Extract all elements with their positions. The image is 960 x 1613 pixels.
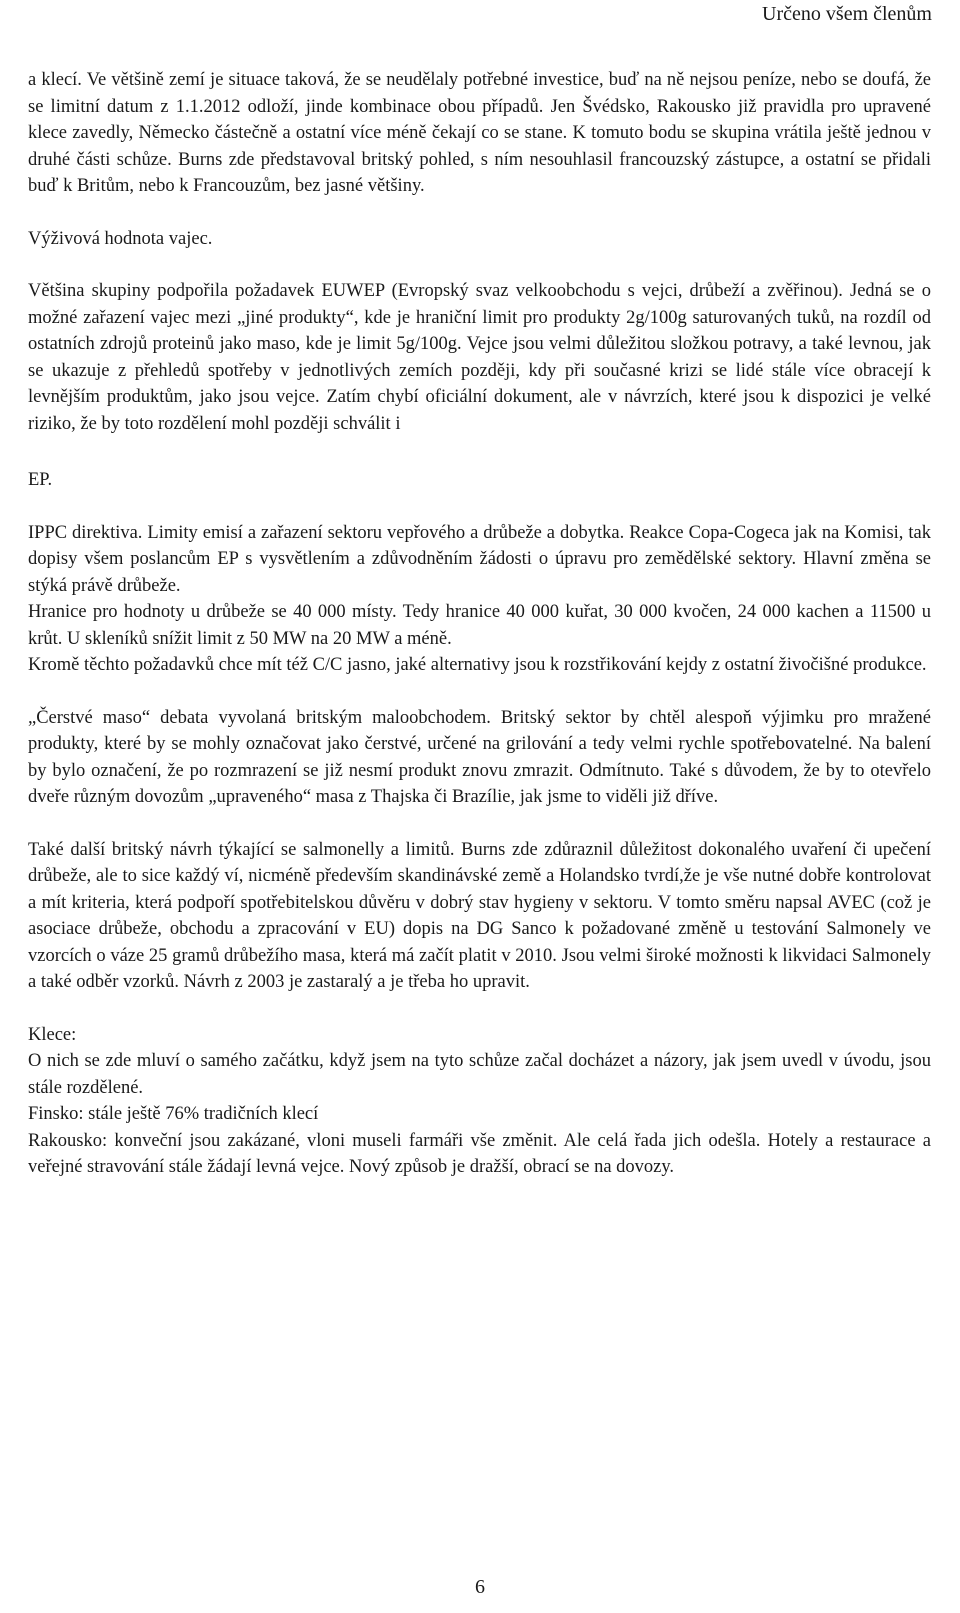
paragraph-fresh-meat: „Čerstvé maso“ debata vyvolaná britským maloobchodem. Britský sektor by chtěl alespoň výjimku pro mražené produkty, které by se mohly označovat jako čerstvé, určené na grilování a tedy velmi rychle spotřebovatelné. Na balení by bylo označení, že po rozmrazení se již nesmí produkt znovu zmrazit. Odmítnuto. Také s důvodem, že by to otevřelo dveře různým dovozům „upraveného“ masa z Thajska či Brazílie, jak jsme to viděli již dříve. xyxy=(28,707,931,807)
paragraph-spacer xyxy=(28,494,931,520)
page-header: Určeno všem členům xyxy=(762,3,932,25)
paragraph-spacer xyxy=(28,679,931,705)
paragraph-cages-opinions: O nich se zde mluví o samého začátku, když jsem na tyto schůze začal docházet a názory, jak jsem uvedl v úvodu, jsou stále rozdělené. xyxy=(28,1051,931,1098)
paragraph-spacer xyxy=(28,437,931,467)
paragraph-ep: EP. xyxy=(28,470,53,490)
paragraph-cages-intro: a klecí. Ve většině zemí je situace taková, že se neudělaly potřebné investice, buď na ně nejsou peníze, nebo se doufá, že se limitní datum z 1.1.2012 odloží, jinde kombinace obou případů. Jen Švédsko, Rakousko již pravidla pro upravené klece zavedly, Německo částečně a ostatní více méně čekají co se stane. K tomuto bodu se skupina vrátila ještě jednou v druhé části schůze. Burns zde představoval britský pohled, s ním nesouhlasil francouzský zástupce, a ostatní se přidali buď k Britům, nebo k Francouzům, bez jasné většiny. xyxy=(28,70,931,196)
paragraph-spacer xyxy=(28,811,931,837)
paragraph-spacer xyxy=(28,252,931,278)
section-heading-cages: Klece: xyxy=(28,1024,77,1045)
paragraph-poultry-limits: Hranice pro hodnoty u drůbeže se 40 000 místy. Tedy hranice 40 000 kuřat, 30 000 kvočen, 24 000 kachen a 11500 u krůt. U skleníků snížit limit z 50 MW na 20 MW a méně. xyxy=(28,602,931,649)
paragraph-manure: Kromě těchto požadavků chce mít též C/C jasno, jaké alternativy jsou k rozstřikování kejdy z ostatní živočišné produkce. xyxy=(28,655,927,675)
paragraph-spacer xyxy=(28,996,931,1022)
paragraph-ippc: IPPC direktiva. Limity emisí a zařazení sektoru vepřového a drůbeže a dobytka. Reakce Copa-Cogeca jak na Komisi, tak dopisy všem poslancům EP s vysvětlením a zdůvodněním žádosti o úpravu pro zemědělské sektory. Hlavní změna se stýká právě drůbeže. xyxy=(28,522,931,596)
page-number: 6 xyxy=(475,1576,485,1598)
paragraph-spacer xyxy=(28,200,931,226)
document-body xyxy=(28,67,931,1181)
paragraph-austria: Rakousko: konveční jsou zakázané, vloni museli farmáři vše změnit. Ale celá řada jich odešla. Hotely a restaurace a veřejné stravování stále žádají levná vejce. Nový způsob je dražší, obrací se na dovozy. xyxy=(28,1130,931,1177)
paragraph-finland: Finsko: stále ještě 76% tradičních klecí xyxy=(28,1104,319,1124)
section-heading-nutrition: Výživová hodnota vajec. xyxy=(28,228,213,249)
paragraph-nutrition: Většina skupiny podpořila požadavek EUWEP (Evropský svaz velkoobchodu s vejci, drůbeží a zvěřinou). Jedná se o možné zařazení vajec mezi „jiné produkty“, kde je hraniční limit pro produkty 2g/100g saturovaných tuků, na rozdíl od ostatních zdrojů proteinů jako maso, kde je limit 5g/100g. Vejce jsou velmi důležitou složkou potravy, a také levnou, jak se ukazuje z přehledů spotřeby v jednotlivých zemích později, kdy při současné krizi se lidé stále více obracejí k levnějším produktům, jako jsou vejce. Zatím chybí oficiální dokument, ale v návrzích, které jsou k dispozici je velké riziko, že by toto rozdělení mohl později schválit i xyxy=(28,281,931,434)
paragraph-salmonella: Také další britský návrh týkající se salmonelly a limitů. Burns zde zdůraznil důležitost dokonalého uvaření či upečení drůbeže, ale to sice každý ví, nicméně především skandinávské země a Holandsko tvrdí,že je vše nutné dobře kontrolovat a mít kriteria, která podpoří spotřebitelskou důvěru v dobrý stav hygieny v sektoru. V tomto směru napsal AVEC (což je asociace drůbeže, obchodu a zpracování v EU) dopis na DG Sanco k požadované změně u testování Salmonely ve vzorcích o váze 25 gramů drůbežího masa, která má začít platit v 2010. Jsou velmi široké možnosti k likvidaci Salmonely a také odběr vzorků. Návrh z 2003 je zastaralý a je třeba ho upravit. xyxy=(28,839,931,992)
